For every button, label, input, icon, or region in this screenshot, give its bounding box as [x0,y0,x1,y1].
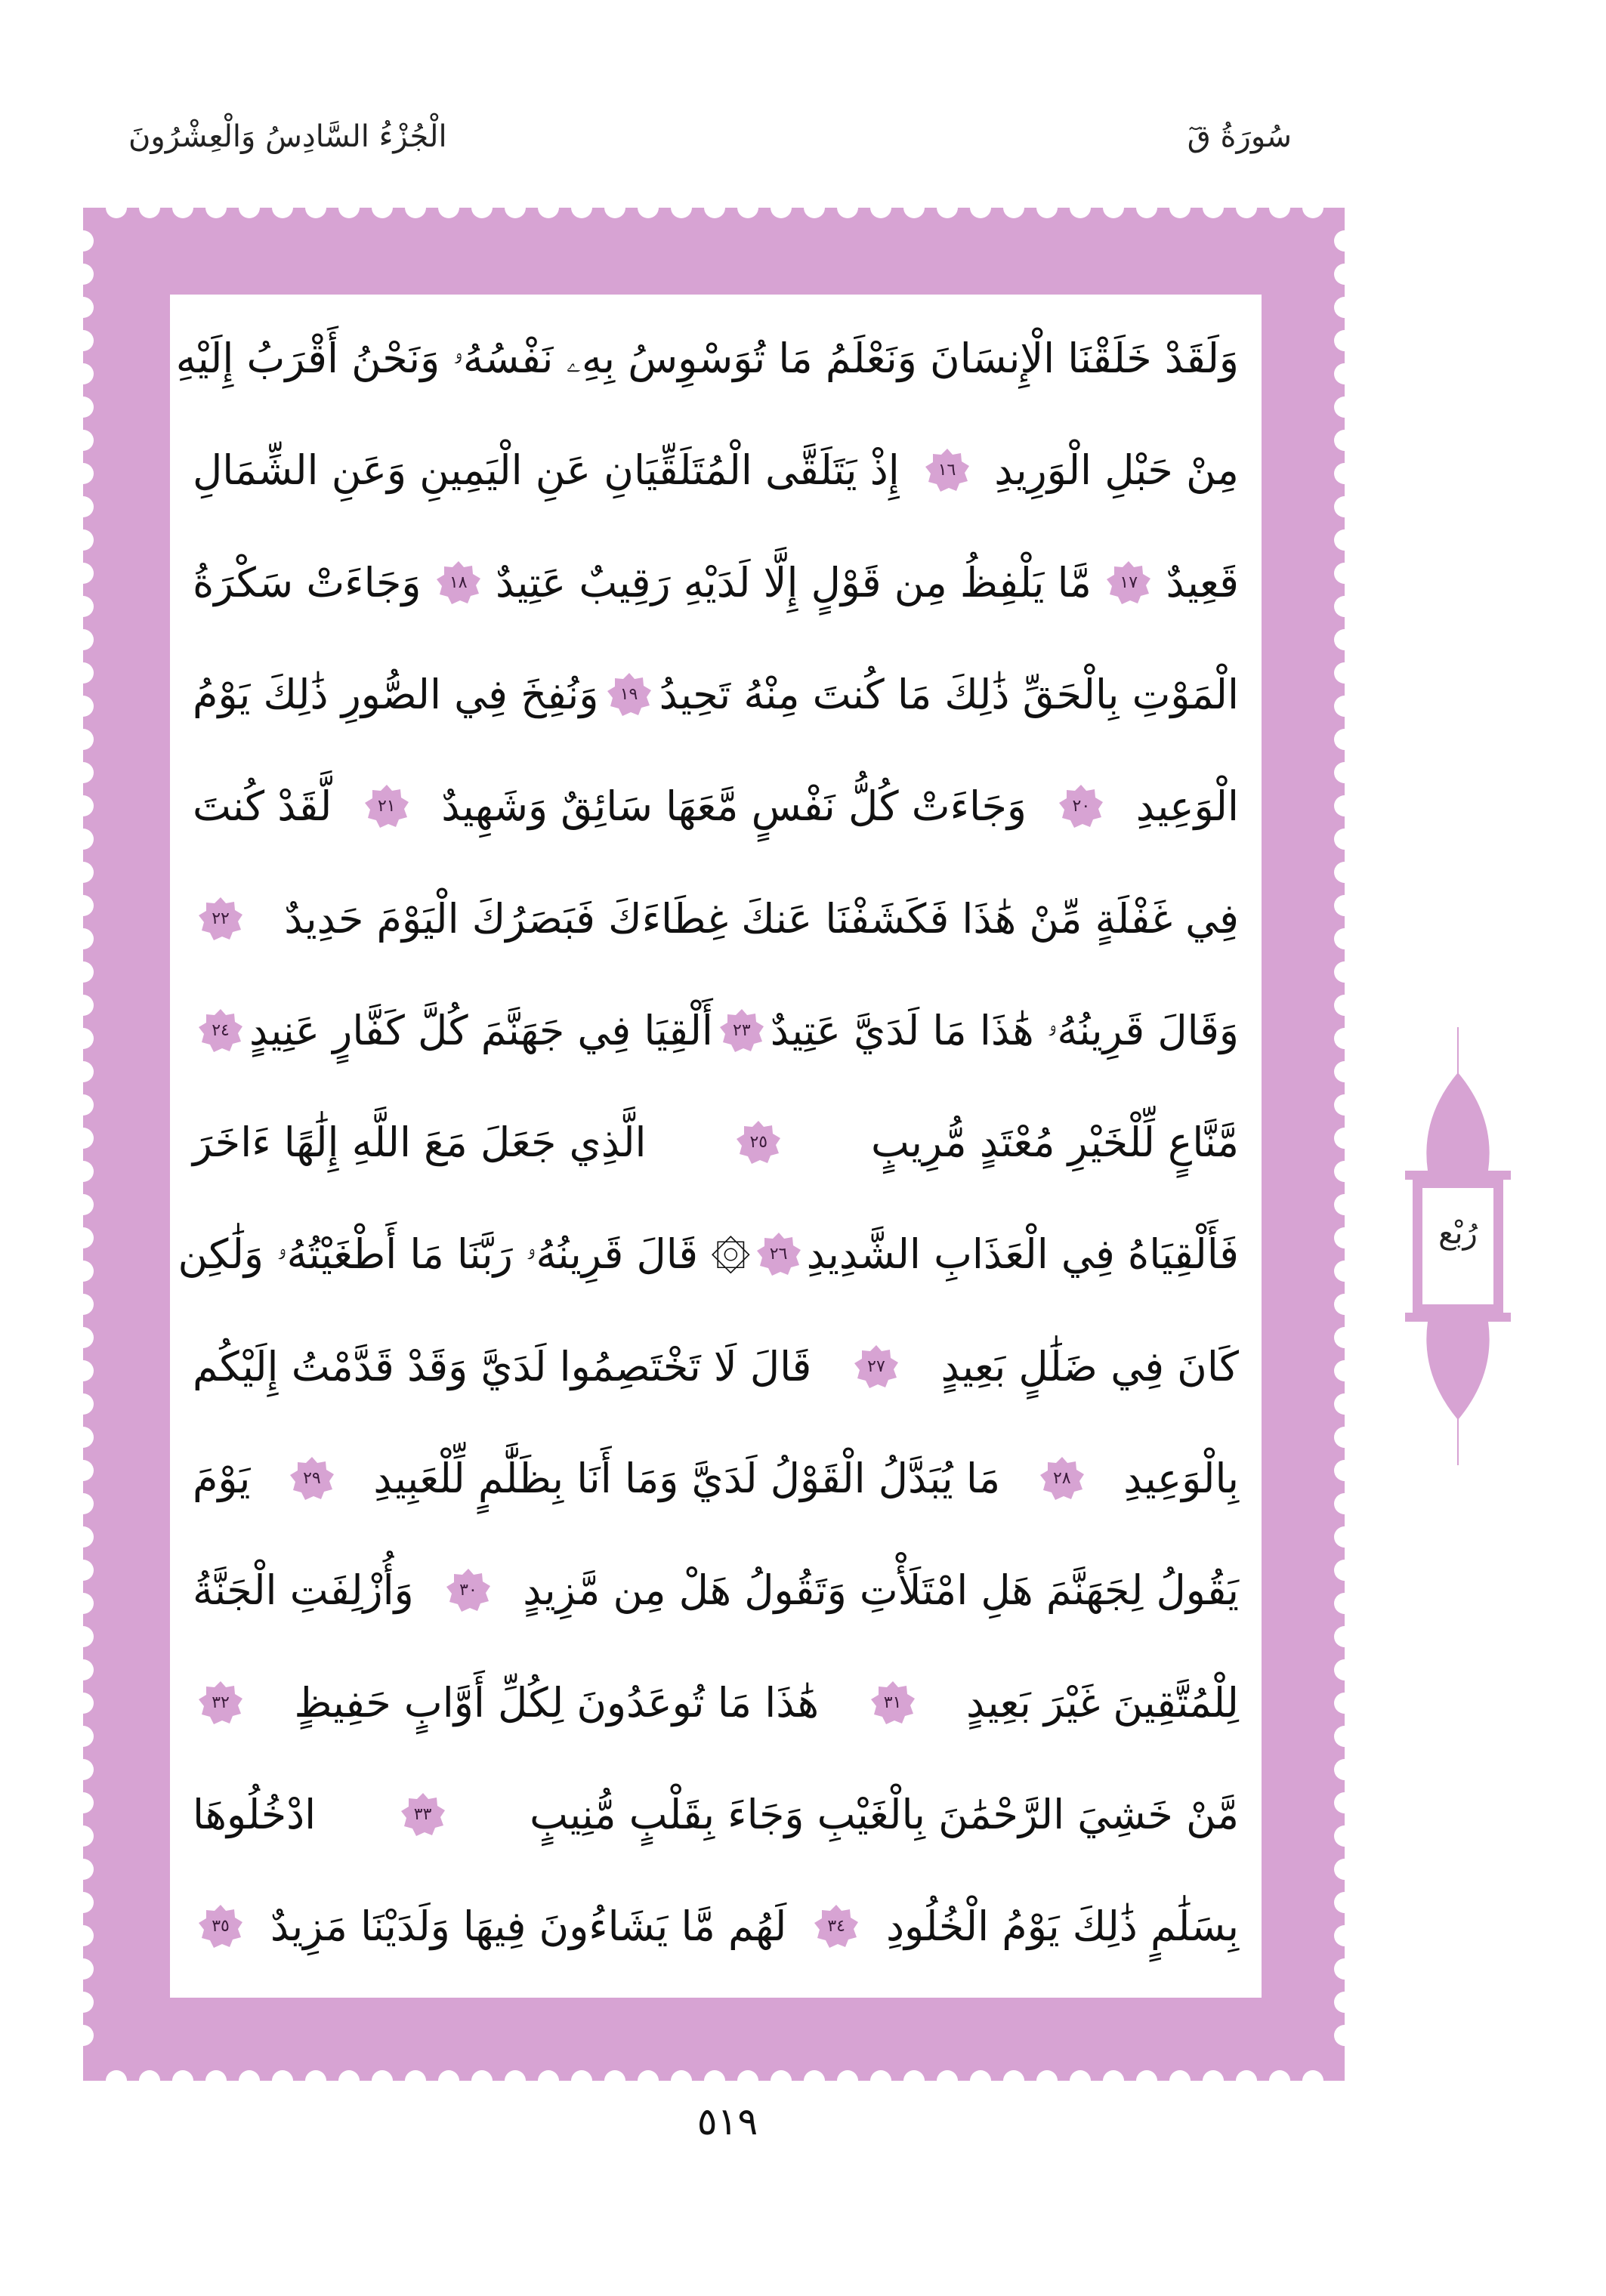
frame-scallop [372,197,393,218]
frame-scallop [73,1161,94,1182]
frame-scallop [73,264,94,285]
ayah-number: ٢٣ [733,1020,751,1040]
ayah-number: ١٩ [619,684,638,704]
frame-scallop [471,2070,493,2091]
frame-scallop [73,1128,94,1149]
verse-text: إِذْ يَتَلَقَّى الْمُتَلَقِّيَانِ عَنِ الْيَمِينِ وَعَنِ الشِّمَالِ [193,446,900,495]
frame-scallop [1334,1659,1355,1680]
frame-scallop [1236,2070,1257,2091]
frame-scallop [73,230,94,252]
frame-scallop [73,397,94,418]
text-line [193,885,1239,953]
frame-scallop [73,1892,94,1913]
verse-text: هَٰذَا مَا تُوعَدُونَ لِكُلِّ أَوَّابٍ حَفِيظٍ [294,1678,820,1727]
frame-scallop [139,2070,160,2091]
verse-text: وَلَقَدْ خَلَقْنَا الْإِنسَانَ وَنَعْلَمُ مَا تُوَسْوِسُ بِهِۦ نَفْسُهُۥ وَنَحْنُ أَقْرَبُ إِلَيْهِ [175,335,1239,382]
frame-scallop [73,862,94,883]
frame-scallop [1169,2070,1191,2091]
frame-scallop [73,1460,94,1481]
frame-scallop [737,197,758,218]
frame-scallop [372,2070,393,2091]
frame-scallop [571,2070,592,2091]
text-line [175,325,1239,393]
frame-scallop [172,197,193,218]
frame-scallop [870,197,891,218]
frame-scallop [837,197,858,218]
frame-scallop [903,197,925,218]
ayah-number: ٢٦ [769,1245,788,1264]
ayah-number-marker [289,1455,335,1502]
frame-scallop [1334,1493,1355,1514]
frame-scallop [73,1526,94,1548]
frame-scallop [1334,230,1355,252]
ayah-number: ٣٥ [212,1917,230,1936]
frame-scallop [471,197,493,218]
frame-scallop [1236,197,1257,218]
frame-scallop [73,1626,94,1647]
frame-scallop [73,1792,94,1813]
page-number: ٥١٩ [696,2100,758,2143]
frame-scallop [73,1261,94,1282]
text-line [193,1669,1239,1737]
frame-scallop [1136,197,1157,218]
frame-scallop [1334,1526,1355,1548]
frame-scallop [73,1693,94,1714]
frame-scallop [1334,795,1355,816]
frame-scallop [73,961,94,983]
rub-marker [1405,1027,1511,1465]
frame-scallop [73,1992,94,2013]
frame-scallop [571,197,592,218]
ayah-number: ٢٠ [1072,797,1091,816]
frame-scallop [704,2070,725,2091]
frame-scallop [1334,529,1355,551]
frame-scallop [73,1094,94,1116]
text-line [193,437,1239,505]
frame-scallop [1334,1859,1355,1880]
frame-scallop [73,1194,94,1215]
ayah-number-marker [197,1008,244,1054]
frame-scallop [73,1825,94,1847]
frame-scallop [239,2070,260,2091]
frame-scallop [73,1759,94,1780]
frame-scallop [1302,2070,1323,2091]
verse-text: لَّقَدْ كُنتَ [193,782,332,831]
frame-scallop [73,829,94,850]
frame-scallop [1003,197,1024,218]
frame-scallop [73,563,94,584]
ayah-number: ٢٧ [867,1356,885,1376]
frame-scallop [1334,961,1355,983]
frame-scallop [505,2070,526,2091]
ayah-number: ٢٨ [1052,1469,1071,1488]
ayah-number-marker [197,896,244,943]
verse-text: أَلْقِيَا فِي جَهَنَّمَ كُلَّ كَفَّارٍ عَنِيدٍ [249,1006,713,1054]
frame-scallop [405,197,426,218]
frame-scallop [205,197,227,218]
frame-scallop [438,197,459,218]
ayah-number-marker [1039,1455,1086,1502]
frame-scallop [1003,2070,1024,2091]
frame-scallop [1334,1992,1355,2013]
ayah-number-marker [735,1119,782,1166]
frame-scallop [1334,1227,1355,1248]
ayah-number: ٣٣ [413,1804,432,1824]
frame-scallop [73,1560,94,1581]
frame-scallop [538,2070,559,2091]
frame-scallop [73,330,94,351]
verse-text: الْوَعِيدِ [1135,782,1239,831]
frame-scallop [937,2070,958,2091]
frame-scallop [604,197,625,218]
ayah-number: ٢٤ [212,1020,230,1040]
ayah-number-marker [924,447,971,494]
verse-text: وَجَاءَتْ كُلُّ نَفْسٍ مَّعَهَا سَائِقٌ وَشَهِيدٌ [441,782,1027,831]
frame-scallop [1334,1460,1355,1481]
verse-text: مَّا يَلْفِظُ مِن قَوْلٍ إِلَّا لَدَيْهِ رَقِيبٌ عَتِيدٌ [496,558,1092,606]
frame-scallop [272,197,293,218]
quran-text [175,306,1239,1986]
frame-scallop [1334,662,1355,684]
frame-scallop [1334,1327,1355,1348]
frame-scallop [1334,1161,1355,1182]
text-line [178,1221,1239,1288]
frame-scallop [239,197,260,218]
frame-scallop [73,1294,94,1315]
ayah-number: ١٧ [1120,572,1138,592]
verse-text: يَقُولُ لِجَهَنَّمَ هَلِ امْتَلَأْتِ وَتَقُولُ هَلْ مِن مَّزِيدٍ [523,1566,1239,1615]
frame-scallop [1302,197,1323,218]
ayah-number-marker [755,1231,802,1278]
frame-scallop [1136,2070,1157,2091]
ayah-number-marker [853,1344,900,1390]
frame-scallop [1334,1294,1355,1315]
verse-text: مِنْ حَبْلِ الْوَرِيدِ [994,446,1239,495]
frame-scallop [1334,729,1355,750]
frame-scallop [804,2070,825,2091]
frame-scallop [771,2070,792,2091]
text-line [193,549,1239,617]
frame-scallop [73,762,94,783]
ayah-number-marker [435,560,482,606]
frame-scallop [1269,2070,1290,2091]
verse-text: وَنُفِخَ فِي الصُّورِ ذَٰلِكَ يَوْمُ [193,670,599,718]
frame-scallop [73,496,94,517]
verse-text: فَأَلْقِيَاهُ فِي الْعَذَابِ الشَّدِيدِ [806,1230,1239,1279]
frame-scallop [73,463,94,484]
ayah-number: ١٦ [937,461,956,480]
verse-text: وَجَاءَتْ سَكْرَةُ [193,558,422,606]
frame-scallop [73,1925,94,1946]
frame-scallop [73,928,94,949]
text-line [193,1893,1239,1961]
frame-scallop [1334,1261,1355,1282]
ayah-number: ٣٢ [212,1693,230,1712]
frame-scallop [1334,1061,1355,1082]
verse-text: قَالَ لَا تَخْتَصِمُوا لَدَيَّ وَقَدْ قَدَّمْتُ إِلَيْكُم [193,1342,812,1390]
frame-scallop [771,197,792,218]
frame-scallop [73,363,94,384]
ayah-number-marker [1058,783,1104,830]
frame-scallop [1334,596,1355,617]
frame-scallop [73,529,94,551]
ayah-number: ٢٥ [749,1133,768,1153]
frame-scallop [804,197,825,218]
frame-scallop [1334,862,1355,883]
frame-scallop [73,1659,94,1680]
frame-scallop [405,2070,426,2091]
frame-scallop [1334,928,1355,949]
frame-scallop [1334,762,1355,783]
verse-text: الْمَوْتِ بِالْحَقِّ ذَٰلِكَ مَا كُنتَ مِنْهُ تَحِيدُ [659,670,1239,718]
frame-scallop [1334,1194,1355,1215]
ayah-number: ٣٤ [827,1917,845,1936]
frame-scallop [1334,1892,1355,1913]
frame-scallop [438,2070,459,2091]
frame-scallop [1334,363,1355,384]
frame-scallop [1334,696,1355,717]
frame-scallop [837,2070,858,2091]
frame-scallop [671,2070,692,2091]
frame-scallop [1334,463,1355,484]
ayah-number-marker [197,1680,244,1727]
frame-scallop [1036,2070,1058,2091]
verse-text: لَهُم مَّا يَشَاءُونَ فِيهَا وَلَدَيْنَا مَزِيدٌ [270,1903,787,1951]
frame-scallop [272,2070,293,2091]
ayah-number: ٢٩ [303,1469,321,1488]
frame-scallop [1334,1626,1355,1647]
frame-scallop [73,1593,94,1614]
frame-scallop [1334,1825,1355,1847]
frame-scallop [1334,1128,1355,1149]
frame-scallop [1334,2025,1355,2046]
frame-scallop [73,662,94,684]
frame-scallop [73,1859,94,1880]
frame-scallop [903,2070,925,2091]
verse-text: وَأُزْلِفَتِ الْجَنَّةُ [193,1566,414,1615]
frame-scallop [737,2070,758,2091]
verse-text: مَّنَّاعٍ لِّلْخَيْرِ مُعْتَدٍ مُّرِيبٍ [870,1119,1239,1167]
frame-scallop [1334,1094,1355,1116]
ayah-number-marker [1105,560,1152,606]
frame-scallop [106,197,127,218]
verse-text: مَّنْ خَشِيَ الرَّحْمَٰنَ بِالْغَيْبِ وَجَاءَ بِقَلْبٍ مُّنِيبٍ [530,1790,1239,1838]
frame-scallop [1169,197,1191,218]
frame-scallop [1334,330,1355,351]
ayah-number-marker [718,1008,765,1054]
frame-scallop [604,2070,625,2091]
frame-scallop [638,2070,659,2091]
frame-scallop [1334,1958,1355,1980]
frame-scallop [638,197,659,218]
frame-scallop [1334,1792,1355,1813]
frame-scallop [73,1393,94,1415]
text-line [193,1557,1239,1625]
text-line [193,1109,1239,1177]
frame-scallop [73,1061,94,1082]
frame-scallop [73,729,94,750]
frame-scallop [1334,1427,1355,1448]
frame-scallop [338,197,360,218]
frame-scallop [73,1327,94,1348]
frame-scallop [1334,1593,1355,1614]
verse-text: يَوْمَ [193,1455,251,1502]
text-line [193,997,1239,1065]
verse-text: فِي غَفْلَةٍ مِّنْ هَٰذَا فَكَشَفْنَا عَنكَ غِطَاءَكَ فَبَصَرُكَ الْيَوْمَ حَدِيدٌ [284,894,1239,943]
frame-scallop [1334,1393,1355,1415]
frame-scallop [338,2070,360,2091]
frame-scallop [671,197,692,218]
text-line [193,1781,1239,1849]
verse-text: ۞ قَالَ قَرِينُهُۥ رَبَّنَا مَا أَطْغَيْتُهُۥ وَلَٰكِن [178,1230,751,1279]
ayah-number-marker [606,671,653,718]
ayah-number-marker [445,1567,492,1614]
frame-scallop [1334,829,1355,850]
ayah-number: ٢١ [377,797,396,816]
frame-scallop [1334,496,1355,517]
ayah-number-marker [400,1791,446,1838]
frame-scallop [73,1958,94,1980]
frame-scallop [1103,2070,1124,2091]
verse-text: ادْخُلُوهَا [193,1790,317,1838]
frame-scallop [1334,264,1355,285]
frame-scallop [73,596,94,617]
frame-scallop [73,1726,94,1747]
frame-scallop [970,2070,991,2091]
ayah-number: ٣٠ [459,1581,477,1600]
frame-scallop [73,1360,94,1381]
verse-text: مَا يُبَدَّلُ الْقَوْلُ لَدَيَّ وَمَا أَنَا بِظَلَّٰمٍ لِّلْعَبِيدِ [373,1455,1001,1502]
ayah-number: ١٨ [449,572,468,592]
ayah-number-marker [363,783,410,830]
ayah-number-marker [869,1680,916,1727]
frame-scallop [139,197,160,218]
frame-scallop [870,2070,891,2091]
frame-scallop [305,2070,326,2091]
surah-name: سُورَةُ قٓ [1187,119,1292,154]
verse-text: بِالْوَعِيدِ [1123,1455,1239,1502]
frame-scallop [1334,297,1355,318]
frame-scallop [73,1427,94,1448]
frame-scallop [1334,430,1355,451]
frame-scallop [1070,2070,1091,2091]
frame-scallop [73,696,94,717]
frame-scallop [1203,197,1224,218]
frame-scallop [1334,1925,1355,1946]
frame-scallop [73,629,94,650]
frame-scallop [1334,1759,1355,1780]
frame-scallop [73,1028,94,1049]
frame-scallop [1334,1560,1355,1581]
text-line [193,773,1239,841]
frame-scallop [73,2025,94,2046]
frame-scallop [73,297,94,318]
frame-scallop [73,1493,94,1514]
frame-scallop [1269,197,1290,218]
frame-scallop [1334,629,1355,650]
verse-text: قَعِيدٌ [1166,558,1239,606]
verse-text: بِسَلَٰمٍ ذَٰلِكَ يَوْمُ الْخُلُودِ [885,1903,1239,1951]
juz-name: الْجُزْءُ السَّادِسُ وَالْعِشْرُونَ [128,119,447,154]
frame-scallop [106,2070,127,2091]
text-line [193,661,1239,729]
frame-scallop [1334,563,1355,584]
frame-scallop [1334,1360,1355,1381]
text-line [193,1445,1239,1513]
frame-scallop [1334,995,1355,1016]
ayah-number: ٣١ [883,1693,902,1712]
frame-scallop [73,430,94,451]
frame-scallop [73,995,94,1016]
frame-scallop [305,197,326,218]
verse-text: وَقَالَ قَرِينُهُۥ هَٰذَا مَا لَدَيَّ عَتِيدٌ [770,1006,1239,1054]
frame-scallop [1203,2070,1224,2091]
frame-scallop [1334,895,1355,916]
frame-scallop [505,197,526,218]
frame-scallop [1334,1726,1355,1747]
ayah-number: ٢٢ [212,909,230,928]
verse-text: الَّذِي جَعَلَ مَعَ اللَّهِ إِلَٰهًا ءَاخَرَ [193,1119,647,1167]
frame-scallop [73,1227,94,1248]
frame-scallop [1070,197,1091,218]
verse-text: لِلْمُتَّقِينَ غَيْرَ بَعِيدٍ [966,1678,1239,1727]
frame-scallop [1334,397,1355,418]
verse-text: كَانَ فِي ضَلَٰلٍ بَعِيدٍ [940,1342,1239,1390]
frame-scallop [73,795,94,816]
ayah-number-marker [813,1903,860,1950]
frame-scallop [937,197,958,218]
frame-scallop [73,895,94,916]
frame-scallop [538,197,559,218]
frame-scallop [704,197,725,218]
frame-scallop [1103,197,1124,218]
frame-scallop [1036,197,1058,218]
text-line [193,1333,1239,1401]
frame-scallop [172,2070,193,2091]
ayah-number-marker [197,1903,244,1950]
frame-scallop [1334,1028,1355,1049]
frame-scallop [1334,1693,1355,1714]
rub-label: رُبْع [1438,1216,1478,1251]
frame-scallop [205,2070,227,2091]
frame-scallop [970,197,991,218]
